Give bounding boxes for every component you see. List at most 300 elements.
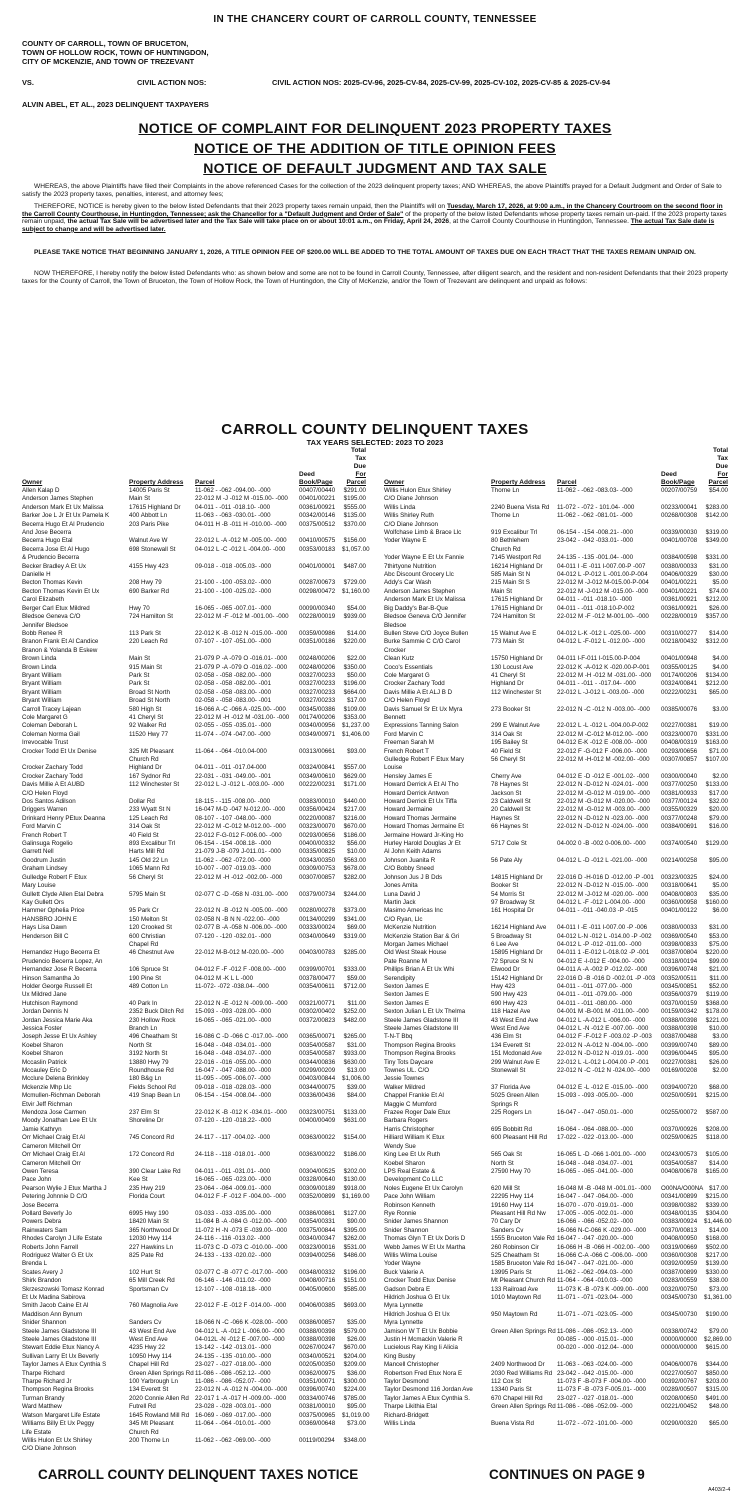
table-row [22, 1059, 366, 1067]
parcel-cell: 22-012 N -C -012 N -003.00- -000 [557, 705, 650, 713]
total-cell: $215.00 [705, 1193, 728, 1201]
total-cell [704, 495, 728, 503]
parcel-cell: 11-095 - -095 -006.07- -000 [195, 1075, 271, 1083]
address-cell [491, 622, 557, 630]
address-cell: Park St [129, 680, 150, 688]
parcel-cell: 16-066 C-A -066 C -006.00- -000 [557, 1251, 648, 1259]
deed-cell: 00400/00409 [299, 1117, 336, 1125]
therefore-paragraph: THEREFORE, NOTICE is hereby given to the below listed Defendants that their 2023 property taxes remain unpaid, then the Plaintiffs will on Tuesday, March 17, 2026, at 9:00 a.m., in the Chancery Courtroom on the second floor in the Carroll County Courthouse, in Huntingdon, Tennessee; ask the Chancellor for a "Default Judgment and Order of Sale" of the property of the below listed Defendants whose property taxes remain un-paid. If the 2023 property taxes remain unpaid, the actual Tax Sale will be advertised later and the Tax Sale will take place on or about 10:01 a.m., on Friday, April 24, 2026, at the Carroll County Courthouse in Huntingdon, Tennessee. The actual Tax Sale date is subject to change and will be advertised later. [22, 203, 727, 233]
total-cell: $20.00 [709, 806, 728, 814]
owner-cell: French Robert T [384, 747, 429, 755]
owner-cell: Sexton James E [384, 982, 430, 990]
total-cell: $13.00 [347, 1067, 366, 1075]
owner-cell: Abc Discount Grocery Llc [384, 571, 454, 579]
parcel-cell: 22-012 K -B -012 N -015.00- -000 [195, 629, 288, 637]
table-row [384, 1277, 728, 1285]
parcel-cell: 22-017 1 -A -017 H -009.00- -000 [195, 1394, 287, 1402]
table-row [22, 773, 366, 781]
owner-cell: Stewart Eddie Etux Nancy A [22, 1344, 100, 1352]
table-row [22, 1218, 366, 1226]
owner-cell: Clean Kutz [384, 655, 415, 663]
address-cell: 3192 North St [129, 1050, 168, 1058]
owner-cell: Mccauley Eric D [22, 1067, 67, 1075]
address-header: Property Address [129, 479, 184, 486]
parcel-cell: 22-012 M -H -012 M -031.00- -000 [557, 671, 652, 679]
deed-cell: 00174/00206 [661, 671, 698, 679]
parcel-cell: 16-048 M -B -048 M -001.01- -000 [557, 1184, 651, 1192]
table-row [22, 790, 366, 798]
table-row [384, 1067, 728, 1075]
total-cell: $75.00 [709, 940, 728, 948]
total-cell: $212.00 [705, 680, 728, 688]
table-row [22, 1193, 366, 1201]
parcel-cell: 03-033 - -033 -035.00- -000 [195, 1209, 272, 1217]
total-cell: $11.00 [709, 974, 728, 982]
address-cell: 72 Spruce St N [491, 957, 533, 965]
table-row [384, 1319, 728, 1327]
address-cell: 112 Cox St [491, 1378, 522, 1386]
address-cell: 436 Elm St [491, 1033, 522, 1041]
table-row [384, 571, 728, 579]
total-cell: $933.00 [343, 1050, 366, 1058]
address-cell: 525 Cheatham St [491, 1251, 540, 1259]
table-row [384, 823, 728, 831]
table-row [384, 1160, 728, 1168]
owner-cell: Carol Elizabeth [22, 596, 64, 604]
address-cell: 233 Wyatt St N [129, 806, 171, 814]
owner-cell: Skrzeszowski Tomasz Konrad [22, 1285, 105, 1293]
parcel-cell: 04-012 L-N -012 L -014.00 -P -002 [557, 932, 652, 940]
parcel-cell [195, 596, 299, 604]
address-cell [491, 1176, 557, 1184]
address-cell: 113 Park St [129, 629, 161, 637]
address-cell: 27590 Hwy 70 [491, 1167, 531, 1175]
deed-cell [299, 622, 342, 630]
table-row [384, 815, 728, 823]
address-cell: 95 Park Cr [129, 907, 159, 915]
total-cell: $54.00 [709, 487, 728, 494]
parcel-cell: 04-012 L -A-012 L -006.00- -000 [557, 1016, 646, 1024]
address-cell [491, 1319, 557, 1327]
table-row [384, 613, 728, 621]
total-cell: $1,169.00 [342, 1193, 370, 1201]
address-cell: 20 Caldwell St [491, 806, 531, 814]
owner-cell: Steele James Gladstone III [384, 1025, 459, 1032]
deed-cell [299, 1160, 342, 1168]
deed-cell: 00349/00610 [299, 772, 336, 780]
deed-cell [299, 647, 342, 655]
deed-cell: 00408/00803 [661, 890, 698, 898]
deed-cell: 00327/00233 [299, 697, 336, 705]
table-row [22, 1260, 366, 1268]
owner-cell: Rye Ronnie [384, 1209, 417, 1217]
total-cell: $1,406.00 [342, 730, 370, 738]
address-cell: 112 Winchester St [491, 688, 542, 696]
parcel-cell: 22-012 F-G-012 F-006.00- -000 [195, 831, 282, 839]
owner-cell: C/O Helen Floyd [384, 697, 430, 705]
address-cell: 260 Robinson Cir [491, 1243, 539, 1251]
left-column [22, 447, 370, 1454]
table-row [384, 1210, 728, 1218]
table-row [384, 899, 728, 907]
deed-cell: 00384/00598 [661, 554, 698, 562]
table-row [22, 1361, 366, 1369]
parcel-cell: 22-012 M-B-012 M-020.00- -000 [195, 949, 284, 957]
deed-cell: 00310/00277 [661, 629, 698, 637]
deed-cell: 00365/00071 [299, 1033, 336, 1041]
owner-cell: Yoder Wayne [384, 1260, 421, 1268]
deed-cell [661, 1412, 704, 1420]
total-cell: $35.00 [347, 1319, 366, 1327]
parcel-cell: 02-058 - -058 -083.00- -001 [195, 697, 272, 705]
deed-cell: 00396/00748 [661, 966, 698, 974]
deed-cell [661, 1101, 704, 1109]
total-cell: $156.00 [343, 537, 366, 545]
deed-cell: 00361/00921 [661, 604, 698, 612]
table-row [384, 1101, 728, 1109]
table-row [22, 689, 366, 697]
parcel-cell: 02-077 B -A -058 N -006.00- -000 [195, 924, 287, 932]
table-row [22, 1143, 366, 1151]
total-cell [704, 1319, 728, 1327]
owner-cell: Hernandez Jose R Becerra [22, 966, 97, 974]
owner-cell: Sullivan Larry Et Ux Beverly [22, 1352, 99, 1360]
address-cell [491, 1412, 557, 1420]
table-row [22, 975, 366, 983]
deed-cell: 00208/00650 [661, 1394, 698, 1402]
deed-cell: 00408/00678 [661, 1167, 698, 1175]
parcel-cell [195, 571, 299, 579]
owner-cell: Jordan Jessica Marie Aka [22, 1016, 93, 1024]
deed-cell: 00394/00720 [661, 1083, 698, 1091]
owner-cell: Jose Becerra [22, 1201, 59, 1209]
parcel-cell: 16-066 A -C -066 A -025.00- -000 [195, 705, 286, 713]
owner-cell: Wolfchase Limb & Brace Llc [384, 529, 462, 537]
total-cell: $24.00 [709, 873, 728, 881]
address-cell: 11520 Hwy 77 [129, 730, 169, 738]
table-row [22, 630, 366, 638]
deed-cell: 00344/00836 [299, 1058, 336, 1066]
total-cell [704, 1302, 728, 1310]
total-cell: $693.00 [343, 1302, 366, 1310]
total-cell: $353.00 [343, 713, 366, 721]
deed-cell: 00319/00669 [661, 1243, 698, 1251]
owner-cell: Cameron Mitchell Orr [22, 1159, 81, 1167]
total-cell [704, 848, 728, 856]
total-cell: $330.00 [705, 1268, 728, 1276]
owner-cell: Watson Margaret Life Estate [22, 1411, 101, 1419]
owner-cell: Howard Thomas Jermaine Et [384, 823, 465, 831]
parcel-cell: 21-079 J-B -079 J-011.01- -000 [195, 848, 281, 856]
deed-cell: 00372/00823 [299, 1016, 336, 1024]
deed-cell: 00392/00767 [661, 1378, 698, 1386]
total-cell: $26.00 [709, 604, 728, 612]
deed-cell [661, 521, 704, 529]
total-cell: $119.00 [706, 991, 728, 999]
deed-cell: 00401/00122 [661, 907, 698, 915]
total-cell: $555.00 [343, 503, 366, 511]
address-cell [129, 1160, 195, 1168]
owner-cell: Thompson Regina Brooks [22, 1386, 94, 1394]
table-row [22, 1395, 366, 1403]
deed-cell: 00356/00424 [299, 806, 336, 814]
total-cell: $315.00 [705, 1386, 728, 1394]
deed-cell: 00323/00070 [299, 823, 336, 831]
table-row [22, 806, 366, 814]
owner-cell: C/O Bobby Sneed [384, 865, 434, 873]
deed-cell: 00340/00521 [299, 1352, 336, 1360]
address-cell: Sportsman Cv [129, 1285, 169, 1293]
table-row [384, 697, 728, 705]
address-cell [491, 495, 557, 503]
deed-cell [299, 1260, 342, 1268]
deed-cell: 00259/00625 [661, 1134, 698, 1142]
total-cell: $585.00 [343, 1285, 366, 1293]
address-cell: 17615 Highland Dr [129, 503, 181, 511]
table-row [22, 874, 366, 882]
address-cell [491, 1143, 557, 1151]
parcel-cell: 21-079 P -A -079 O -016.02- -000 [195, 663, 288, 671]
owner-cell: Maggie C Mumford [384, 1100, 437, 1108]
address-cell: 56 Cheryl St [129, 873, 164, 881]
parcel-cell: 22-012 N -C -012 N -024.00- -000 [557, 1067, 650, 1075]
address-cell: Sanders Cv [491, 1226, 524, 1234]
parcel-cell [195, 899, 299, 907]
owner-cell: Cole Margaret G [22, 713, 68, 721]
deed-cell: 00169/00208 [661, 1067, 698, 1075]
deed-cell: 00362/00975 [299, 1369, 336, 1377]
table-row [22, 1336, 366, 1344]
total-cell: $196.00 [343, 680, 366, 688]
address-cell [491, 1353, 557, 1361]
parcel-cell: 11-062 - -062 -081.01- -000 [557, 512, 633, 520]
parcel-cell: 16-048 - -048 -034.01- -000 [195, 1041, 272, 1049]
owner-cell: Shirk Brandon [22, 1277, 62, 1285]
owner-cell: Martin Jack [384, 898, 416, 906]
deed-cell: 00243/00573 [661, 1151, 698, 1159]
owner-cell: Ux Mildred Jane [22, 991, 67, 999]
total-cell: $129.00 [705, 840, 728, 848]
parcel-cell: 09-018 - -018 -005.03- -000 [195, 562, 272, 570]
parcel-cell: 11-064 - -064 -010.03- -000 [557, 1277, 633, 1285]
table-row [22, 1168, 366, 1176]
owner-cell: Burke Sammie C C/O Carol [384, 638, 460, 646]
owner-cell: Buck Valerie A [384, 1268, 424, 1276]
address-cell: 227 Hawkins Ln [129, 1243, 174, 1251]
owner-cell: Ford Marvin C [22, 823, 62, 831]
parcel-cell [557, 848, 661, 856]
table-row [384, 1008, 728, 1016]
address-cell: 65 Mill Creek Rd [129, 1277, 175, 1285]
address-cell: Harts Mill Rd [129, 848, 165, 856]
total-cell: $209.00 [343, 1361, 366, 1369]
total-cell: $3.00 [712, 1033, 728, 1041]
deed-cell: 00340/00956 [299, 722, 336, 730]
owner-cell: Chappel Frankie Et Al [384, 1092, 444, 1100]
parcel-cell [195, 1202, 299, 1210]
total-cell: $339.00 [705, 1201, 728, 1209]
parcel-cell: 11-073 K -B -073 K -009.00- -000 [557, 1285, 649, 1293]
total-cell: $563.00 [343, 856, 366, 864]
deed-cell: 00379/00734 [299, 890, 336, 898]
owner-cell: Hilliard William K Etux [384, 1134, 445, 1142]
total-cell: $785.00 [343, 1394, 366, 1402]
deed-cell: 00205/00350 [299, 1361, 336, 1369]
table-row [22, 1067, 366, 1075]
address-cell: 585 Main St N [491, 571, 531, 579]
parcel-cell: 11-086 - -086 -052.13- -000 [557, 1327, 633, 1335]
owner-cell: Prudencio Becerra Lopez, An [22, 957, 103, 965]
parcel-cell [557, 495, 661, 503]
parcel-cell: 08-107 - -107 -048.00- -000 [195, 814, 272, 822]
total-cell: $282.00 [343, 873, 366, 881]
table-row [22, 1092, 366, 1100]
deed-cell: 00380/00033 [661, 924, 698, 932]
parcel-cell: 04-012 L -F-012 L -012.00- -000 [557, 638, 645, 646]
total-cell: $304.00 [705, 1209, 728, 1217]
parcel-cell: 04-012 M -K L L -000 [195, 974, 254, 982]
parcel-cell: 06-146 - -146 -011.02- -000 [195, 1277, 271, 1285]
plaintiff-line: TOWN OF HOLLOW ROCK, TOWN OF HUNTINGDON, [22, 48, 209, 57]
table-row [22, 739, 366, 747]
owner-cell: Sexton James E [384, 999, 430, 1007]
table-row [384, 1202, 728, 1210]
parcel-cell [557, 832, 661, 840]
deed-cell [661, 697, 704, 705]
parcel-cell: 04-012 L -A -012 L -006.00- -000 [195, 1327, 285, 1335]
address-cell: 670 Chapel Hill Rd [491, 1394, 543, 1402]
table-row [22, 1353, 366, 1361]
owner-cell: Drinkard Henry PEtux Deanna [22, 814, 106, 822]
address-cell [129, 1445, 195, 1453]
parcel-cell: 22-012 N -D-012 N -023.00- -000 [557, 814, 649, 822]
parcel-cell: 04-011 A -A -002 P -012.02- -000 [557, 966, 648, 974]
parcel-cell: 23-064 - -064 -009.01- -000 [195, 1184, 272, 1192]
parcel-cell: 17-005 - -005 -002.01- -000 [557, 1209, 634, 1217]
parcel-cell: 22-012 N -D-012 N -024.00- -000 [557, 823, 649, 831]
parcel-cell: 04-011 - -011 -017.04-000 [195, 764, 267, 772]
table-row [384, 1328, 728, 1336]
deed-cell [661, 1117, 704, 1125]
address-cell: 5 Broadway St [491, 932, 532, 940]
total-cell: $482.00 [343, 1016, 366, 1024]
parcel-cell [195, 1101, 299, 1109]
owner-cell: Branon & Yolanda B Eskew [22, 646, 98, 654]
total-cell: $370.00 [343, 520, 366, 528]
owner-cell: Cameron Mitchell Orr [22, 1142, 81, 1150]
parcel-cell: 22-012 N -A-012 N -004.00- -000 [557, 1041, 648, 1049]
owner-cell: Willis Wilma Louise [384, 1251, 438, 1259]
owner-cell: Brenda L [22, 1260, 48, 1268]
total-cell: $31.00 [709, 924, 728, 932]
parcel-cell: 21-100 - -100 -025.02- -000 [195, 587, 272, 595]
civil-action-label: CIVIL ACTION NOS: [137, 78, 207, 87]
deed-cell: 00283/00559 [661, 1277, 698, 1285]
parcel-cell: 11-064 - -064 -010.01- -000 [195, 1420, 271, 1428]
table-row [384, 1033, 728, 1041]
address-cell: 145 Old 22 Ln [129, 856, 168, 864]
owner-cell: Anderson Mark Et Ux Malissa [384, 596, 466, 604]
deed-cell: 00363/00022 [299, 1134, 336, 1142]
table-row [22, 554, 366, 562]
total-cell: $196.00 [343, 1268, 366, 1276]
parcel-cell [195, 882, 299, 890]
address-cell: 2030 Red Williams Rd [491, 1369, 553, 1377]
owner-cell: Crocker Zachary Todd [384, 680, 445, 688]
address-cell: Stonewall St [491, 1067, 526, 1075]
deed-cell: 00345/00730 [661, 1310, 698, 1318]
whereas-paragraph: WHEREAS, the above Plaintiffs have filed their Complaints in the above referenced Cases for the collection of the 2023 delinquent property taxes; AND WHEREAS, the above Plaintiffs prayed for a Default Judgment and Order of Sale to satisfy the 2023 property taxes, penalties, interest, and attorney fees; [22, 183, 722, 198]
table-row [22, 916, 366, 924]
owner-cell: C/O Diane Johnson [384, 495, 438, 503]
table-row [22, 605, 366, 613]
parcel-cell [195, 1445, 299, 1453]
address-cell: 118 Hazel Ave [491, 1008, 531, 1016]
table-row [22, 983, 366, 991]
parcel-cell: 06-154 - -154 -008.21- -000 [557, 529, 634, 537]
owner-cell: Jones Amita [384, 882, 418, 890]
owner-cell: Pate Roanne M [384, 957, 427, 965]
table-row [22, 907, 366, 915]
total-cell [342, 756, 366, 764]
total-cell: $1,019.00 [342, 1411, 370, 1419]
parcel-cell: 22-012 M -G-012 M -020.00- -000 [557, 798, 650, 806]
address-cell: 390 Clear Lake Rd [129, 1167, 181, 1175]
deed-cell: 00348/00135 [661, 1209, 698, 1217]
owner-cell: Jessica Foster [22, 1025, 62, 1032]
address-cell: 102 Hurt St [129, 1268, 161, 1276]
deed-cell [299, 1202, 342, 1210]
deed-cell: 00408/00950 [661, 1235, 698, 1243]
address-cell [129, 1101, 195, 1109]
table-row [384, 1017, 728, 1025]
total-cell: $203.00 [705, 1378, 728, 1386]
plaintiff-line: COUNTY OF CARROLL, TOWN OF BRUCETON, [22, 39, 189, 48]
owner-cell: Steele James Gladstone III [22, 1327, 97, 1335]
deed-cell: 00405/00600 [299, 1285, 336, 1293]
table-row [384, 1386, 728, 1394]
parcel-cell [195, 529, 299, 537]
table-row [22, 588, 366, 596]
total-cell [704, 832, 728, 840]
parcel-cell: 22-012 N -D-012 N -015.00- -000 [557, 882, 649, 890]
deed-cell [299, 1126, 342, 1134]
parcel-cell: 22-012 M -C-012 M-012.00- -000 [557, 730, 648, 738]
total-cell: $59.00 [347, 974, 366, 982]
address-cell: 134 Everett St [129, 1386, 169, 1394]
deed-cell: 00248/00206 [299, 663, 336, 671]
notice-title-complaint: NOTICE OF COMPLAINT FOR DELINQUENT 2023 PROPERTY TAXES [138, 120, 612, 136]
total-cell [704, 647, 728, 655]
owner-cell: C/O Diane Johnson [22, 1445, 76, 1453]
owner-cell: Cole Margaret G [384, 671, 430, 679]
parcel-cell: 11-073 F -B -073 F-005.01- -000 [557, 1386, 646, 1394]
owner-cell: Rainwaters Sam [22, 1226, 68, 1234]
owner-cell: Pace John [22, 1176, 52, 1184]
address-cell: 690 Barker Rd [129, 587, 169, 595]
deed-cell [661, 865, 704, 873]
parcel-cell: 24-116 - -116 -013.02- -000 [195, 1235, 271, 1243]
table-row [22, 1277, 366, 1285]
address-cell: 724 Hamilton St [129, 613, 174, 621]
total-cell: $5.00 [712, 579, 728, 587]
address-cell: 200 Thorne Ln [129, 1436, 170, 1444]
deed-cell: 00228/00019 [661, 613, 698, 621]
parcel-cell: 04-011 - -011 -018.10- -000 [195, 503, 271, 511]
total-header: Total Tax Due For Parcel [708, 447, 728, 486]
total-cell: $531.00 [343, 1243, 366, 1251]
total-cell: $21.00 [709, 966, 728, 974]
